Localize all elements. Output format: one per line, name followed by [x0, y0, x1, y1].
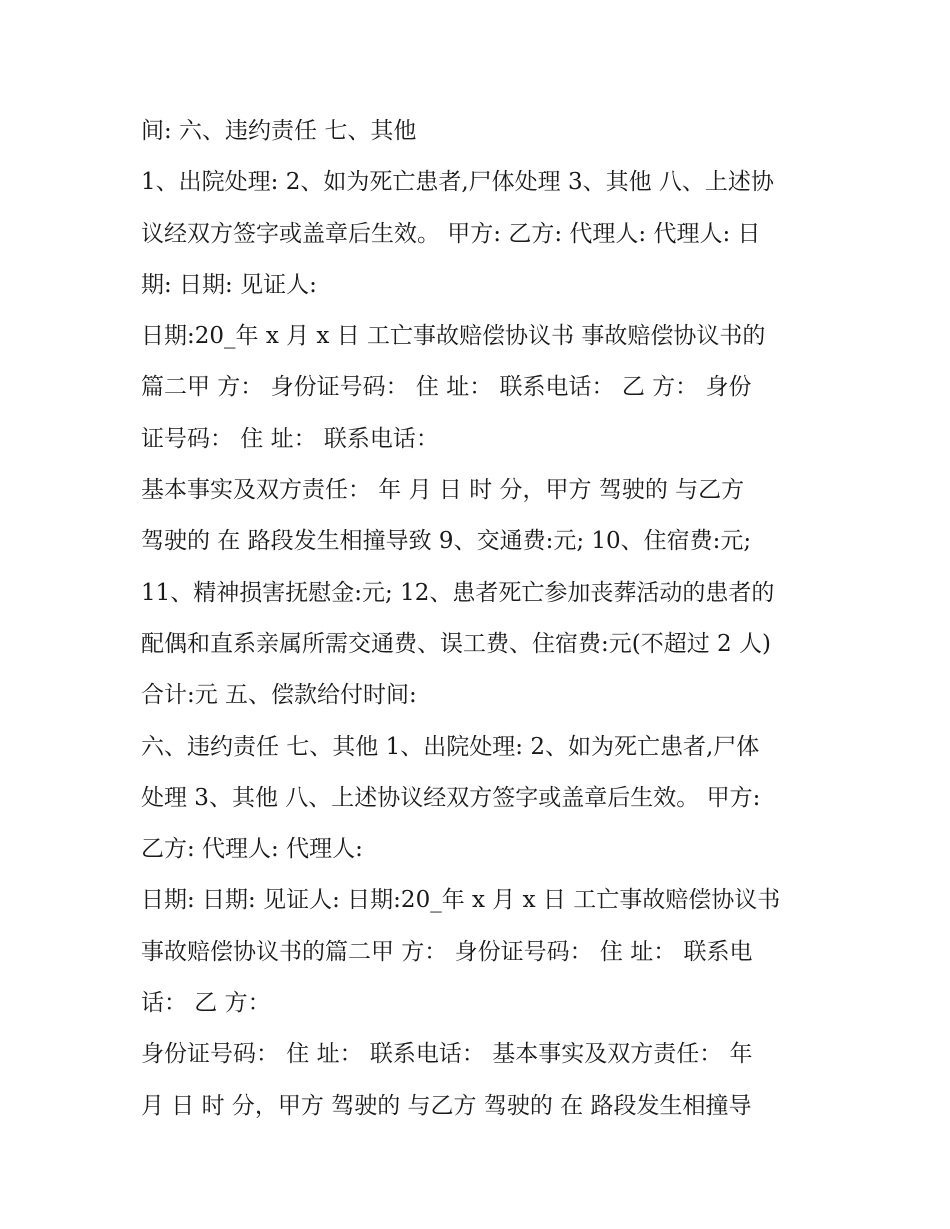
text-line: 11、精神损害抚慰金:元; 12、患者死亡参加丧葬活动的患者的	[141, 579, 775, 606]
text-line: 日期: 日期: 见证人: 日期:20_年 x 月 x 日 工亡事故赔偿协议书	[141, 887, 781, 914]
text-line: 日期:20_年 x 月 x 日 工亡事故赔偿协议书 事故赔偿协议书的	[141, 323, 766, 350]
document-body	[141, 106, 821, 1132]
text-line: 证号码： 住 址： 联系电话：	[141, 425, 439, 452]
text-line: 身份证号码： 住 址： 联系电话： 基本事实及双方责任： 年	[141, 1041, 753, 1068]
text-line: 合计:元 五、偿款给付时间:	[141, 682, 417, 709]
text-line: 议经双方签字或盖章后生效。 甲方: 乙方: 代理人: 代理人: 日	[141, 220, 761, 247]
text-line: 话： 乙 方：	[141, 990, 271, 1017]
text-line: 基本事实及双方责任： 年 月 日 时 分，甲方 驾驶的 与乙方	[141, 477, 745, 504]
text-line: 配偶和直系亲属所需交通费、误工费、住宿费:元(不超过 2 人)	[141, 630, 771, 657]
text-line: 事故赔偿协议书的篇二甲 方： 身份证号码： 住 址： 联系电	[141, 938, 753, 965]
text-line: 间: 六、违约责任 七、其他	[141, 118, 417, 144]
text-line: 驾驶的 在 路段发生相撞导致 9、交通费:元; 10、住宿费:元;	[141, 528, 752, 555]
text-line: 月 日 时 分，甲方 驾驶的 与乙方 驾驶的 在 路段发生相撞导	[141, 1092, 752, 1119]
text-line: 1、出院处理: 2、如为死亡患者,尸体处理 3、其他 八、上述协	[141, 169, 774, 196]
text-line: 篇二甲 方： 身份证号码： 住 址： 联系电话： 乙 方： 身份	[141, 374, 752, 401]
text-line: 乙方: 代理人: 代理人:	[141, 836, 363, 863]
text-line: 处理 3、其他 八、上述协议经双方签字或盖章后生效。 甲方:	[141, 784, 761, 811]
text-line: 期: 日期: 见证人:	[141, 271, 317, 298]
text-line: 六、违约责任 七、其他 1、出院处理: 2、如为死亡患者,尸体	[141, 733, 760, 760]
